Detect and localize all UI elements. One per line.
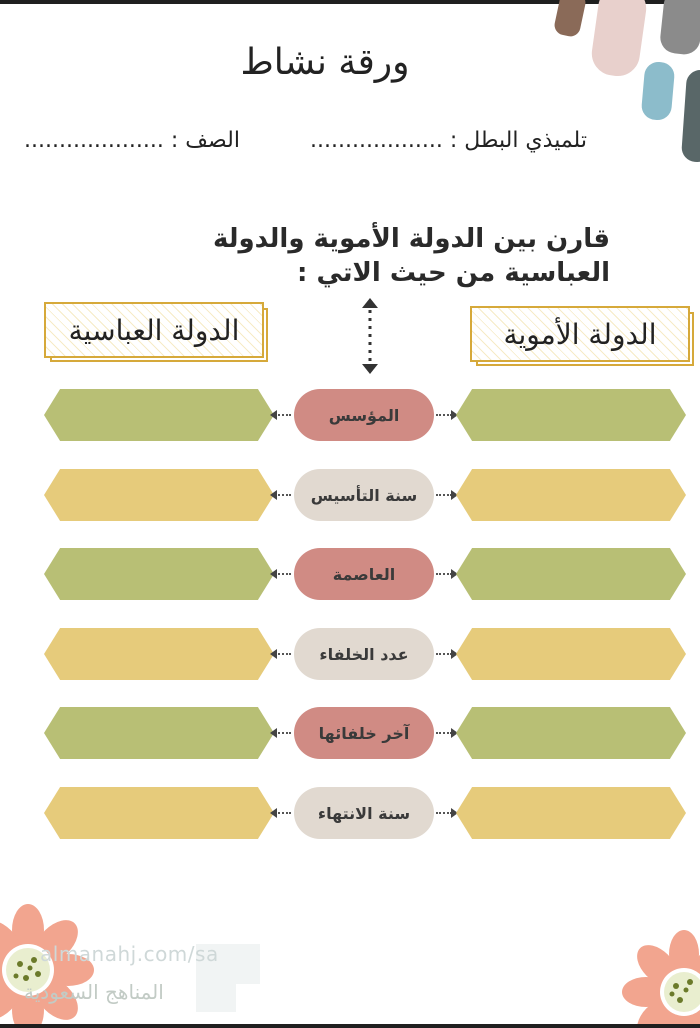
dotted-connector: [436, 732, 452, 734]
watermark-logo-cutout: [236, 984, 260, 1012]
header-abbasid: [44, 302, 264, 358]
bottom-border: [0, 1024, 700, 1028]
criterion-label: آخر خلفائها: [294, 707, 434, 759]
dotted-connector: [436, 414, 452, 416]
arrow-left-icon: [270, 569, 277, 579]
dotted-connector: [436, 812, 452, 814]
umayyad-answer-box[interactable]: [456, 469, 686, 521]
arrow-left-icon: [270, 410, 277, 420]
double-arrow-icon: [361, 298, 379, 374]
umayyad-answer-box[interactable]: [456, 628, 686, 680]
abbasid-answer-box[interactable]: [44, 787, 274, 839]
abbasid-answer-box[interactable]: [44, 469, 274, 521]
comparison-row: [0, 785, 700, 841]
umayyad-answer-box[interactable]: [456, 787, 686, 839]
criterion-label: عدد الخلفاء: [294, 628, 434, 680]
header-umayyad: [470, 306, 690, 362]
arrow-left-icon: [270, 808, 277, 818]
dotted-connector: [436, 573, 452, 575]
dotted-connector: [275, 732, 291, 734]
class-line[interactable]: الصف : ....................: [24, 128, 240, 153]
brush-stroke-decoration: [659, 0, 700, 56]
arrow-left-icon: [270, 649, 277, 659]
worksheet-title: ورقة نشاط: [240, 42, 410, 83]
header-abbasid-label: الدولة العباسية: [68, 313, 240, 347]
arrow-left-icon: [270, 728, 277, 738]
comparison-row: [0, 467, 700, 523]
criterion-label: سنة الانتهاء: [294, 787, 434, 839]
umayyad-answer-box[interactable]: [456, 548, 686, 600]
dotted-connector: [275, 494, 291, 496]
brush-stroke-decoration: [553, 0, 588, 38]
criterion-label: المؤسس: [294, 389, 434, 441]
comparison-row: [0, 626, 700, 682]
abbasid-answer-box[interactable]: [44, 389, 274, 441]
top-border: [0, 0, 700, 4]
student-name-line[interactable]: تلميذي البطل : ...................: [310, 128, 587, 153]
brush-stroke-decoration: [681, 69, 700, 163]
comparison-row: [0, 546, 700, 602]
abbasid-answer-box[interactable]: [44, 548, 274, 600]
dotted-connector: [275, 573, 291, 575]
question-text: قارن بين الدولة الأموية والدولة العباسية من حيث الاتي :: [212, 224, 610, 288]
dotted-connector: [275, 812, 291, 814]
comparison-row: [0, 387, 700, 443]
brush-stroke-decoration: [589, 0, 649, 79]
arrow-left-icon: [270, 490, 277, 500]
dotted-connector: [275, 653, 291, 655]
watermark-name: المناهج السعودية: [24, 980, 164, 1004]
comparison-row: [0, 705, 700, 761]
dotted-connector: [436, 653, 452, 655]
dotted-connector: [436, 494, 452, 496]
brush-stroke-decoration: [641, 61, 676, 121]
criterion-label: العاصمة: [294, 548, 434, 600]
abbasid-answer-box[interactable]: [44, 707, 274, 759]
header-umayyad-label: الدولة الأموية: [503, 317, 657, 351]
criterion-label: سنة التأسيس: [294, 469, 434, 521]
dotted-connector: [275, 414, 291, 416]
umayyad-answer-box[interactable]: [456, 389, 686, 441]
umayyad-answer-box[interactable]: [456, 707, 686, 759]
watermark-url: almanahj.com/sa: [40, 942, 219, 966]
abbasid-answer-box[interactable]: [44, 628, 274, 680]
flower-decoration-icon: [612, 926, 700, 1026]
